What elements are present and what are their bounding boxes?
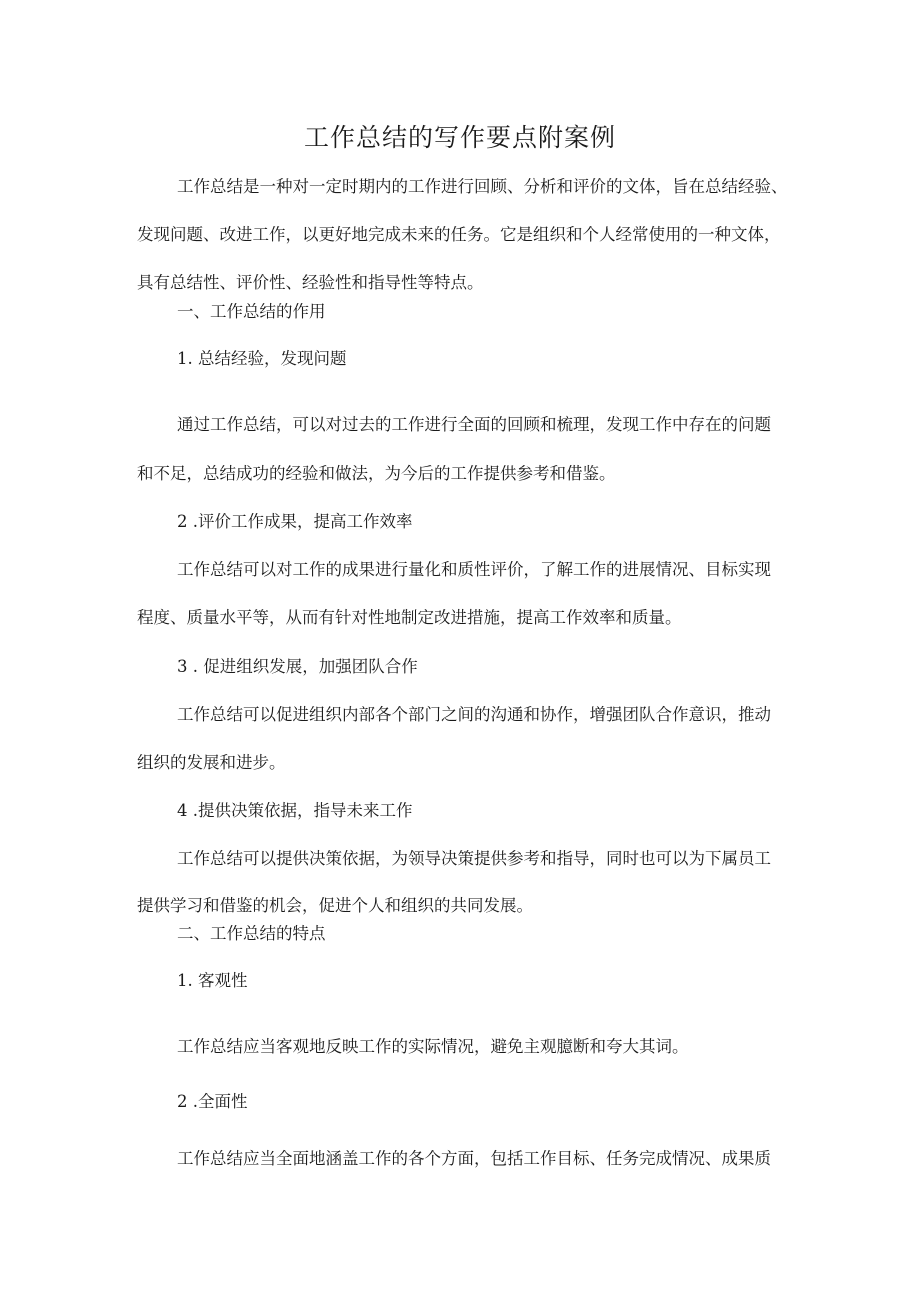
item-heading-1-1: 1. 总结经验，发现问题 — [177, 349, 347, 368]
paragraph-line: 和不足，总结成功的经验和做法，为今后的工作提供参考和借鉴。 — [137, 464, 616, 483]
paragraph-line: 提供学习和借鉴的机会，促进个人和组织的共同发展。 — [137, 896, 533, 915]
paragraph-line: 程度、质量水平等，从而有针对性地制定改进措施，提高工作效率和质量。 — [137, 608, 682, 627]
section-heading-1: 一、工作总结的作用 — [177, 302, 326, 321]
paragraph-line: 通过工作总结，可以对过去的工作进行全面的回顾和梳理，发现工作中存在的问题 — [177, 415, 771, 434]
paragraph-line: 工作总结可以对工作的成果进行量化和质性评价，了解工作的进展情况、目标实现 — [177, 560, 771, 579]
paragraph-line: 组织的发展和进步。 — [137, 753, 286, 772]
paragraph-line: 工作总结可以促进组织内部各个部门之间的沟通和协作，增强团队合作意识，推动 — [177, 705, 771, 724]
intro-line-1: 工作总结是一种对一定时期内的工作进行回顾、分析和评价的文体，旨在总结经验、 — [177, 177, 788, 196]
paragraph-line: 工作总结可以提供决策依据，为领导决策提供参考和指导，同时也可以为下属员工 — [177, 849, 771, 868]
item-heading-1-4: 4 .提供决策依据，指导未来工作 — [177, 801, 413, 820]
intro-line-3: 具有总结性、评价性、经验性和指导性等特点。 — [137, 273, 484, 292]
paragraph-line: 工作总结应当客观地反映工作的实际情况，避免主观臆断和夸大其词。 — [177, 1037, 689, 1056]
item-heading-1-3: 3 . 促进组织发展，加强团队合作 — [177, 657, 418, 676]
item-heading-2-2: 2 .全面性 — [177, 1092, 248, 1111]
item-heading-1-2: 2 .评价工作成果，提高工作效率 — [177, 512, 413, 531]
document-title: 工作总结的写作要点附案例 — [303, 123, 616, 152]
item-heading-2-1: 1. 客观性 — [177, 971, 248, 990]
intro-line-2: 发现问题、改进工作，以更好地完成未来的任务。它是组织和个人经常使用的一种文体， — [137, 225, 781, 244]
section-heading-2: 二、工作总结的特点 — [177, 924, 326, 943]
paragraph-line: 工作总结应当全面地涵盖工作的各个方面，包括工作目标、任务完成情况、成果质 — [177, 1149, 771, 1168]
